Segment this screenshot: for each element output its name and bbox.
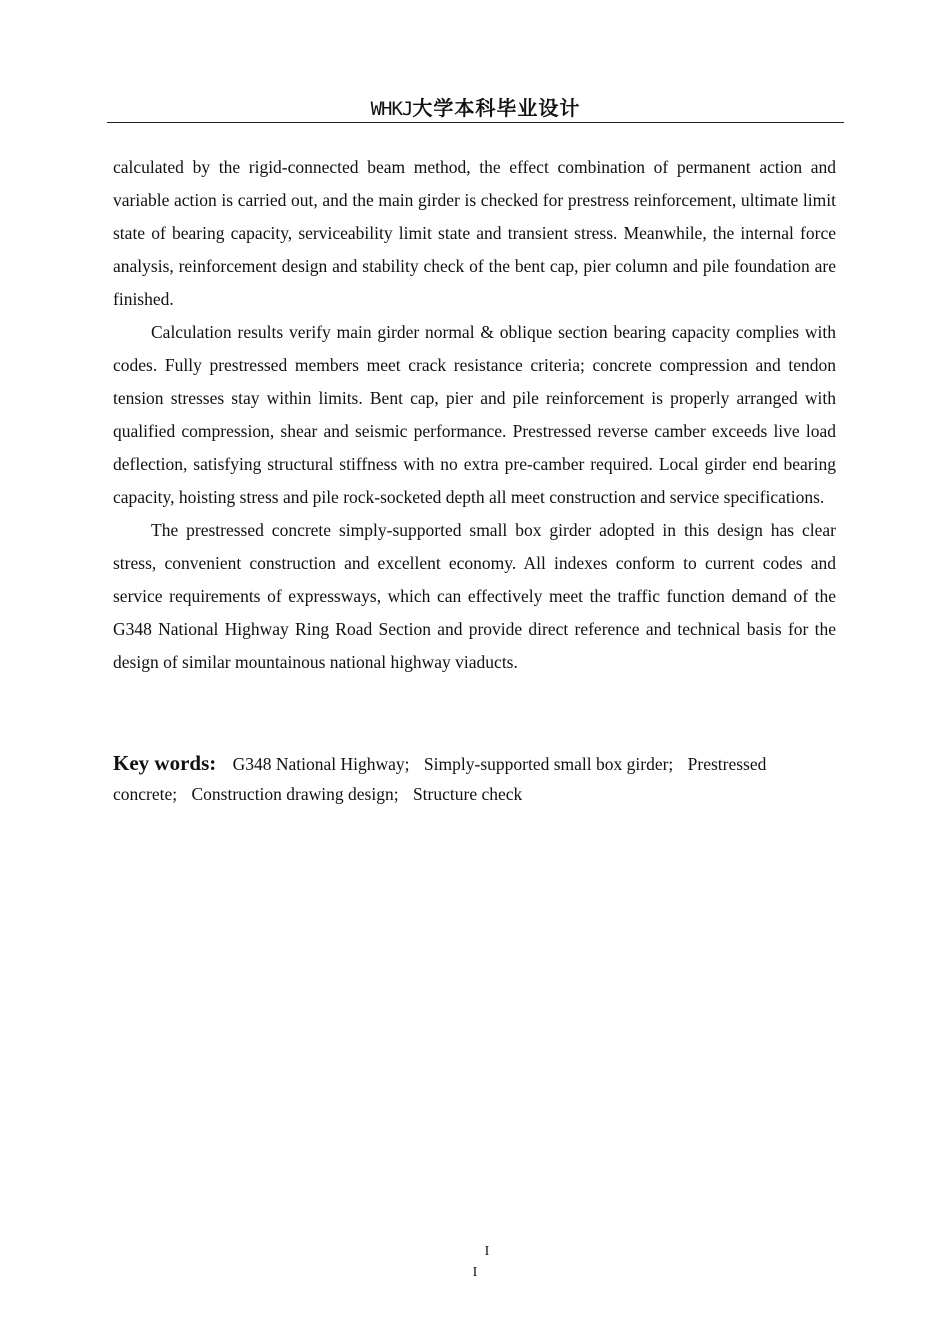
keyword-item: Simply-supported small box girder; xyxy=(423,754,674,774)
keyword-item: G348 National Highway; xyxy=(232,754,410,774)
keywords-section xyxy=(113,748,836,809)
keyword-item: Construction drawing design; xyxy=(191,784,399,804)
header-latin-text: WHKJ xyxy=(370,98,413,120)
keyword-item: Structure check xyxy=(412,784,523,804)
footer-page-number-secondary: I xyxy=(472,1265,478,1280)
paragraph-3: The prestressed concrete simply-supported small box girder adopted in this design has clear stress, convenient construction and excellent economy. All indexes conform to current codes and service requirements of expressways, which can effectively meet the traffic function demand of the G348 National Highway Ring Road Section and provide direct reference and technical basis for the design of similar mountainous national highway viaducts. xyxy=(113,520,836,672)
header-cjk-text: 大学本科毕业设计 xyxy=(412,96,581,120)
keyword-item: Prestressed concrete; xyxy=(113,754,767,804)
keywords-label: Key words: xyxy=(113,751,217,775)
page-header xyxy=(107,95,844,123)
paragraph-1: calculated by the rigid-connected beam method, the effect combination of permanent action and variable action is carried out, and the main girder is checked for prestress reinforcement, ultimate limit state of bearing capacity, serviceability limit state and transient stress. Meanwhile, the internal force analysis, reinforcement design and stability check of the bent cap, pier column and pile foundation are finished. xyxy=(113,157,836,309)
abstract-body xyxy=(113,151,836,679)
paragraph-2: Calculation results verify main girder normal & oblique section bearing capacity complies with codes. Fully prestressed members meet crack resistance criteria; concrete compression and tendon tension stresses stay within limits. Bent cap, pier and pile reinforcement is properly arranged with qualified compression, shear and seismic performance. Prestressed reverse camber exceeds live load deflection, satisfying structural stiffness with no extra pre-camber required. Local girder end bearing capacity, hoisting stress and pile rock-socketed depth all meet construction and service specifications. xyxy=(113,322,836,507)
footer-page-number: I xyxy=(484,1244,490,1259)
